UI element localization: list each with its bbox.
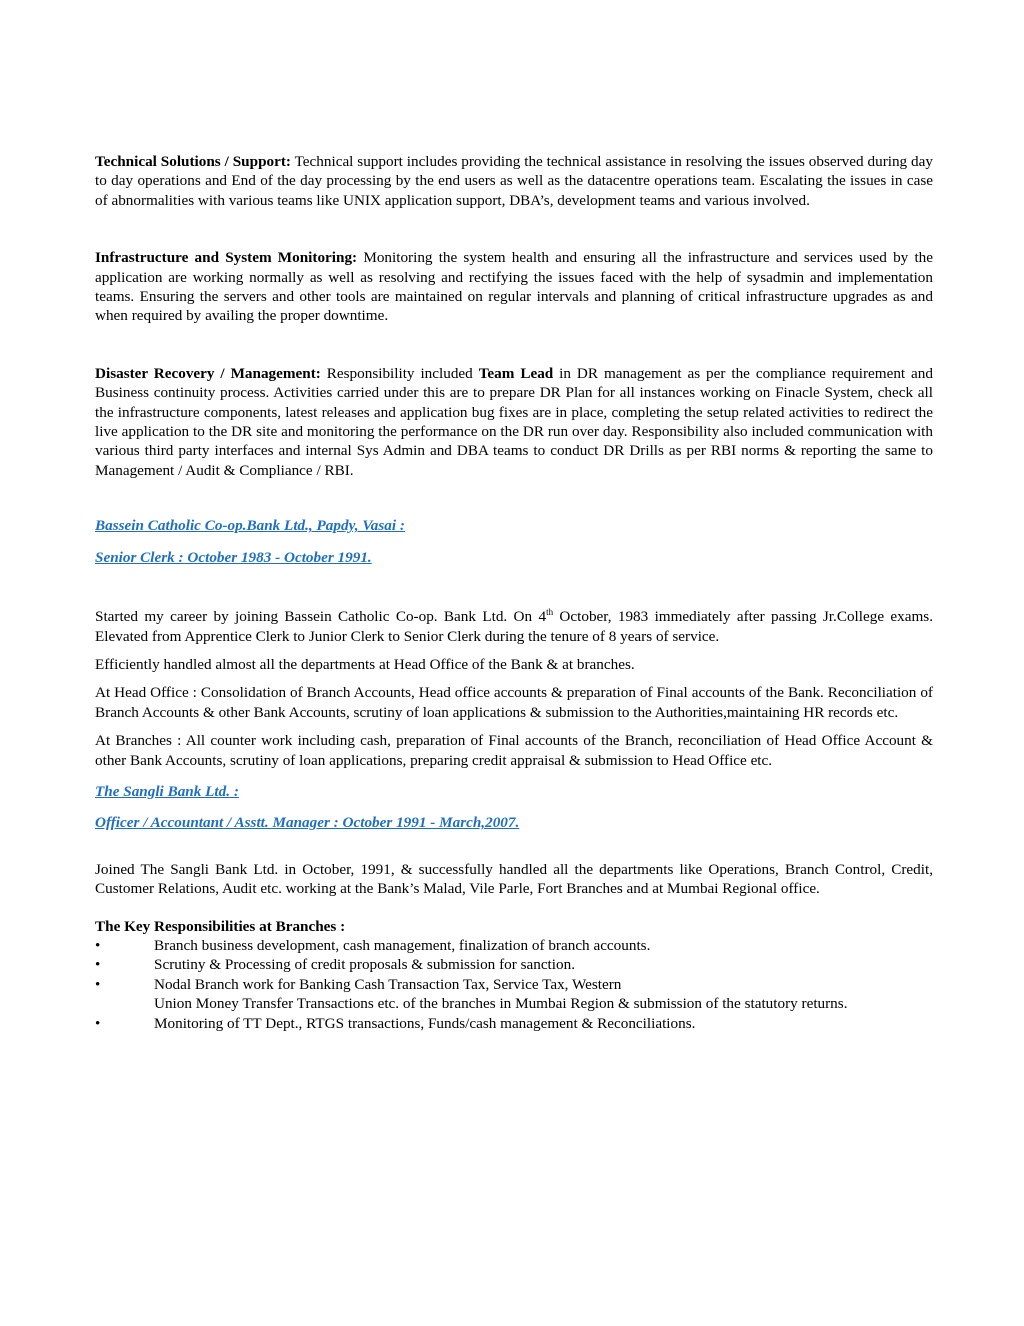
- list-item: [95, 1014, 933, 1033]
- bassein-departments: Efficiently handled almost all the departments at Head Office of the Bank & at branches.: [95, 655, 635, 673]
- infrastructure-body: Monitoring the system health and ensuring all the infrastructure and services used by the application are working normally as well as resolving and rectifying the issues faced with the help of sysadmin and implementation teams. Ensuring the servers and other tools are maintained on regular intervals and planning of critical infrastructure upgrades as and when required by availing the proper downtime.: [95, 249, 933, 325]
- list-item-continuation: [95, 994, 933, 1013]
- bassein-head-office: At Head Office : Consolidation of Branch Accounts, Head office accounts & preparation of Final accounts of the Bank. Reconciliation of Branch Accounts & other Bank Accounts, scrutiny of loan applications & submission to the Authorities,maintaining HR records etc.: [95, 684, 933, 721]
- bullet-text: Monitoring of TT Dept., RTGS transactions, Funds/cash management & Reconciliations.: [154, 1014, 696, 1032]
- disaster-recovery-section: [95, 364, 933, 480]
- technical-support-section: [95, 152, 933, 210]
- bullet-icon: •: [95, 956, 101, 974]
- team-lead-text: Team Lead: [478, 364, 554, 382]
- bullet-icon: •: [95, 1014, 101, 1032]
- technical-support-heading: Technical Solutions / Support:: [95, 153, 291, 170]
- responsibilities-list: [95, 936, 933, 1033]
- disaster-recovery-heading: Disaster Recovery / Management:: [95, 364, 321, 382]
- bullet-text: Scrutiny & Processing of credit proposals & submission for sanction.: [154, 956, 575, 974]
- bassein-intro-sup: th: [546, 607, 554, 618]
- bassein-intro-post: October, 1983 immediately after passing Jr.College exams. Elevated from Apprentice Clerk to Junior Clerk to Senior Clerk during the tenure of 8 years of service.: [95, 608, 933, 645]
- responsibilities-heading: The Key Responsibilities at Branches :: [95, 917, 346, 935]
- bassein-intro-pre: Started my career by joining Bassein Catholic Co-op. Bank Ltd. On 4: [95, 608, 547, 626]
- sangli-intro: Joined The Sangli Bank Ltd. in October, 1991, & successfully handled all the departments like Operations, Branch Control, Credit, Customer Relations, Audit etc. working at the Bank’s Malad, Vile Parle, Fort Branches and at Mumbai Regional office.: [95, 860, 933, 898]
- disaster-recovery-body-post: in DR management as per the compliance requirement and Business continuity process. Activities carried under this are to prepare DR Plan for all instances working on Finacle System, check all the infrastructure components, latest releases and application bug fixes are in place, completing the setup related activities to redirect the live application to the DR site and monitoring the performance on the DR run over day. Responsibility also included communication with various third party interfaces and internal Sys Admin and DBA teams to conduct DR Drills as per RBI norms & reporting the same to Management / Audit & Compliance / RBI.: [95, 364, 933, 479]
- list-item: [95, 975, 933, 994]
- technical-support-body: Technical support includes providing the technical assistance in resolving the issues observed during day to day operations and End of the day processing by the end users as well as the datacentre operations team. Escalating the issues in case of abnormalities with various teams like UNIX application support, DBA’s, development teams and various involved.: [95, 153, 933, 209]
- bullet-text: Nodal Branch work for Banking Cash Transaction Tax, Service Tax, Western: [154, 975, 622, 993]
- list-item: [95, 955, 933, 974]
- bullet-icon: •: [95, 975, 101, 993]
- list-item: [95, 936, 933, 955]
- resume-page: [95, 152, 933, 1033]
- bassein-intro: [95, 607, 933, 646]
- sangli-employer-link[interactable]: The Sangli Bank Ltd. :: [95, 782, 239, 800]
- bassein-title-link[interactable]: Senior Clerk : October 1983 - October 1991.: [95, 548, 372, 566]
- bullet-icon: •: [95, 936, 101, 954]
- bullet-text: Branch business development, cash management, finalization of branch accounts.: [154, 936, 651, 954]
- infrastructure-heading: Infrastructure and System Monitoring:: [95, 249, 358, 267]
- infrastructure-section: [95, 248, 933, 326]
- bassein-branches: At Branches : All counter work including cash, preparation of Final accounts of the Branch, reconciliation of Head Office Account & other Bank Accounts, scrutiny of loan applications, preparing credit appraisal & submission to Head Office etc.: [95, 732, 933, 769]
- bullet-continuation-text: Union Money Transfer Transactions etc. of the branches in Mumbai Region & submission of the statutory returns.: [154, 995, 848, 1013]
- bassein-employer-link[interactable]: Bassein Catholic Co-op.Bank Ltd., Papdy, Vasai :: [95, 517, 405, 535]
- disaster-recovery-body-pre: Responsibility included: [320, 364, 479, 382]
- sangli-title-link[interactable]: Officer / Accountant / Asstt. Manager : October 1991 - March,2007.: [95, 814, 520, 832]
